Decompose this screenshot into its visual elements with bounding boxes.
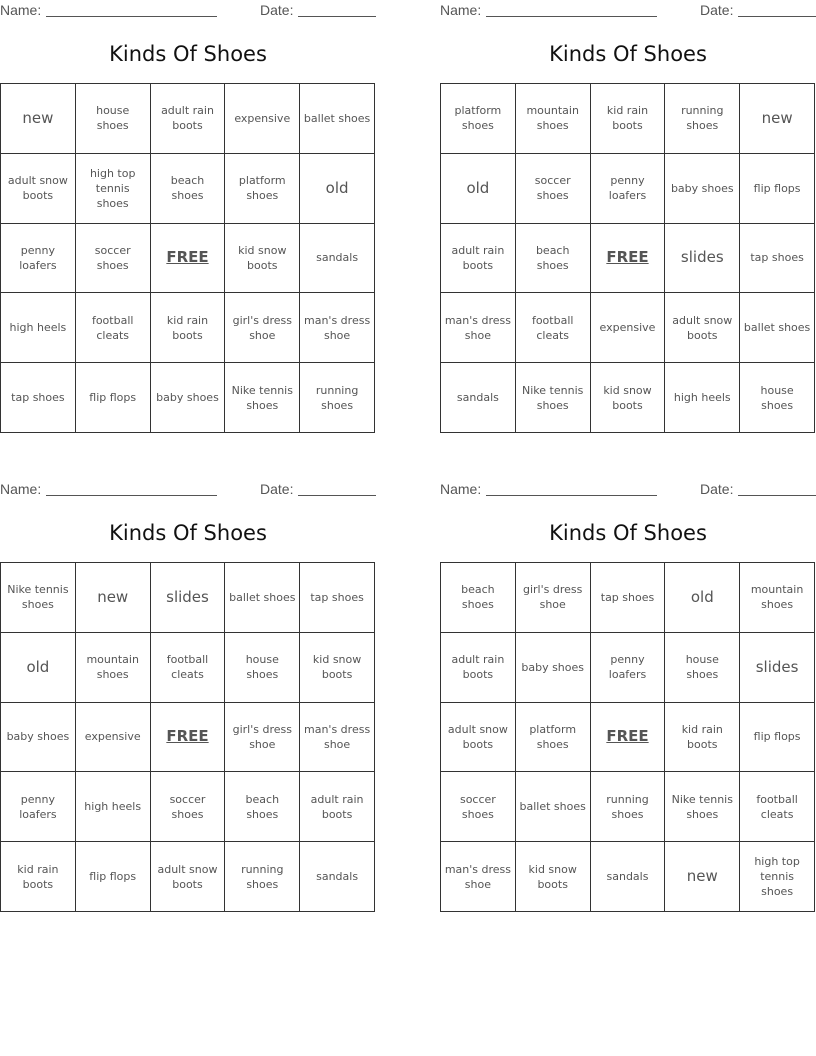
bingo-cell: beach shoes: [516, 224, 591, 294]
bingo-cell: high heels: [1, 293, 76, 363]
bingo-cell: adult rain boots: [300, 772, 375, 842]
name-label: Name:: [440, 2, 482, 18]
bingo-cell: adult rain boots: [441, 224, 516, 294]
bingo-cell: house shoes: [665, 633, 740, 703]
free-space: FREE: [591, 703, 666, 773]
bingo-cell: baby shoes: [516, 633, 591, 703]
date-line: [298, 16, 376, 17]
bingo-cell: adult snow boots: [151, 842, 226, 912]
bingo-cell: tap shoes: [591, 563, 666, 633]
bingo-cell: house shoes: [76, 84, 151, 154]
bingo-cell: girl's dress shoe: [225, 293, 300, 363]
bingo-cell: flip flops: [740, 154, 815, 224]
free-space: FREE: [151, 703, 226, 773]
bingo-cell: tap shoes: [300, 563, 375, 633]
bingo-card: [0, 479, 376, 919]
name-line: [46, 495, 217, 496]
bingo-grid: [0, 83, 375, 433]
bingo-cell: adult rain boots: [151, 84, 226, 154]
bingo-cell: beach shoes: [441, 563, 516, 633]
bingo-cell: slides: [665, 224, 740, 294]
bingo-cell: adult snow boots: [441, 703, 516, 773]
bingo-cell: penny loafers: [591, 154, 666, 224]
name-line: [46, 16, 217, 17]
bingo-cell: kid snow boots: [591, 363, 666, 433]
date-label: Date:: [260, 2, 294, 18]
bingo-cell: mountain shoes: [740, 563, 815, 633]
bingo-cell: football cleats: [151, 633, 226, 703]
bingo-cell: soccer shoes: [441, 772, 516, 842]
bingo-cell: platform shoes: [441, 84, 516, 154]
bingo-cell: kid snow boots: [225, 224, 300, 294]
name-line: [486, 16, 657, 17]
bingo-cell: sandals: [300, 224, 375, 294]
bingo-cell: football cleats: [76, 293, 151, 363]
bingo-cell: ballet shoes: [740, 293, 815, 363]
bingo-cell: man's dress shoe: [300, 293, 375, 363]
bingo-cell: Nike tennis shoes: [225, 363, 300, 433]
bingo-cell: flip flops: [76, 842, 151, 912]
bingo-cell: ballet shoes: [516, 772, 591, 842]
bingo-cell: baby shoes: [1, 703, 76, 773]
bingo-cell: high top tennis shoes: [76, 154, 151, 224]
name-label: Name:: [440, 481, 482, 497]
bingo-cell: ballet shoes: [225, 563, 300, 633]
date-label: Date:: [260, 481, 294, 497]
bingo-cell: high heels: [76, 772, 151, 842]
free-space: FREE: [591, 224, 666, 294]
bingo-cell: baby shoes: [151, 363, 226, 433]
date-line: [738, 495, 816, 496]
bingo-cell: baby shoes: [665, 154, 740, 224]
bingo-cell: old: [1, 633, 76, 703]
bingo-cell: old: [300, 154, 375, 224]
bingo-cell: kid rain boots: [151, 293, 226, 363]
bingo-cell: flip flops: [76, 363, 151, 433]
card-title: Kinds Of Shoes: [549, 42, 707, 66]
bingo-cell: running shoes: [591, 772, 666, 842]
bingo-cell: Nike tennis shoes: [1, 563, 76, 633]
bingo-cell: platform shoes: [516, 703, 591, 773]
bingo-cell: adult rain boots: [441, 633, 516, 703]
bingo-cell: soccer shoes: [516, 154, 591, 224]
bingo-cell: sandals: [591, 842, 666, 912]
bingo-cell: sandals: [300, 842, 375, 912]
bingo-cell: beach shoes: [151, 154, 226, 224]
bingo-cell: expensive: [76, 703, 151, 773]
bingo-cell: running shoes: [665, 84, 740, 154]
bingo-cell: kid snow boots: [300, 633, 375, 703]
date-label: Date:: [700, 481, 734, 497]
bingo-cell: running shoes: [300, 363, 375, 433]
date-line: [738, 16, 816, 17]
name-date-header: [440, 2, 816, 20]
bingo-cell: flip flops: [740, 703, 815, 773]
bingo-cell: adult snow boots: [1, 154, 76, 224]
bingo-cell: man's dress shoe: [441, 842, 516, 912]
bingo-cell: man's dress shoe: [441, 293, 516, 363]
bingo-cell: new: [1, 84, 76, 154]
bingo-cell: football cleats: [740, 772, 815, 842]
bingo-cell: tap shoes: [740, 224, 815, 294]
bingo-cell: slides: [151, 563, 226, 633]
name-date-header: [0, 481, 376, 499]
bingo-cell: soccer shoes: [76, 224, 151, 294]
name-date-header: [440, 481, 816, 499]
bingo-grid: [0, 562, 375, 912]
bingo-cell: high top tennis shoes: [740, 842, 815, 912]
free-space: FREE: [151, 224, 226, 294]
name-label: Name:: [0, 2, 42, 18]
name-line: [486, 495, 657, 496]
bingo-card: [0, 0, 376, 440]
name-label: Name:: [0, 481, 42, 497]
date-line: [298, 495, 376, 496]
bingo-cell: platform shoes: [225, 154, 300, 224]
bingo-cell: girl's dress shoe: [516, 563, 591, 633]
bingo-cell: beach shoes: [225, 772, 300, 842]
bingo-cell: expensive: [591, 293, 666, 363]
bingo-cell: running shoes: [225, 842, 300, 912]
name-date-header: [0, 2, 376, 20]
bingo-grid: [440, 562, 815, 912]
date-label: Date:: [700, 2, 734, 18]
bingo-cell: kid rain boots: [1, 842, 76, 912]
card-title: Kinds Of Shoes: [109, 521, 267, 545]
bingo-cell: football cleats: [516, 293, 591, 363]
bingo-cell: Nike tennis shoes: [665, 772, 740, 842]
bingo-cell: Nike tennis shoes: [516, 363, 591, 433]
bingo-cell: expensive: [225, 84, 300, 154]
bingo-cell: old: [441, 154, 516, 224]
bingo-cell: penny loafers: [1, 772, 76, 842]
bingo-grid: [440, 83, 815, 433]
bingo-cell: adult snow boots: [665, 293, 740, 363]
bingo-cell: mountain shoes: [516, 84, 591, 154]
bingo-cell: sandals: [441, 363, 516, 433]
bingo-cell: man's dress shoe: [300, 703, 375, 773]
bingo-cell: tap shoes: [1, 363, 76, 433]
bingo-cell: soccer shoes: [151, 772, 226, 842]
bingo-cell: penny loafers: [1, 224, 76, 294]
bingo-cell: kid rain boots: [665, 703, 740, 773]
card-title: Kinds Of Shoes: [549, 521, 707, 545]
bingo-card: [440, 479, 816, 919]
bingo-cell: slides: [740, 633, 815, 703]
card-title: Kinds Of Shoes: [109, 42, 267, 66]
bingo-cell: girl's dress shoe: [225, 703, 300, 773]
bingo-cell: mountain shoes: [76, 633, 151, 703]
bingo-cell: ballet shoes: [300, 84, 375, 154]
bingo-card: [440, 0, 816, 440]
bingo-cell: new: [665, 842, 740, 912]
bingo-cell: old: [665, 563, 740, 633]
bingo-cell: penny loafers: [591, 633, 666, 703]
bingo-cell: new: [740, 84, 815, 154]
bingo-cell: high heels: [665, 363, 740, 433]
bingo-cell: new: [76, 563, 151, 633]
bingo-cell: house shoes: [225, 633, 300, 703]
bingo-cell: kid rain boots: [591, 84, 666, 154]
bingo-cell: house shoes: [740, 363, 815, 433]
bingo-cell: kid snow boots: [516, 842, 591, 912]
